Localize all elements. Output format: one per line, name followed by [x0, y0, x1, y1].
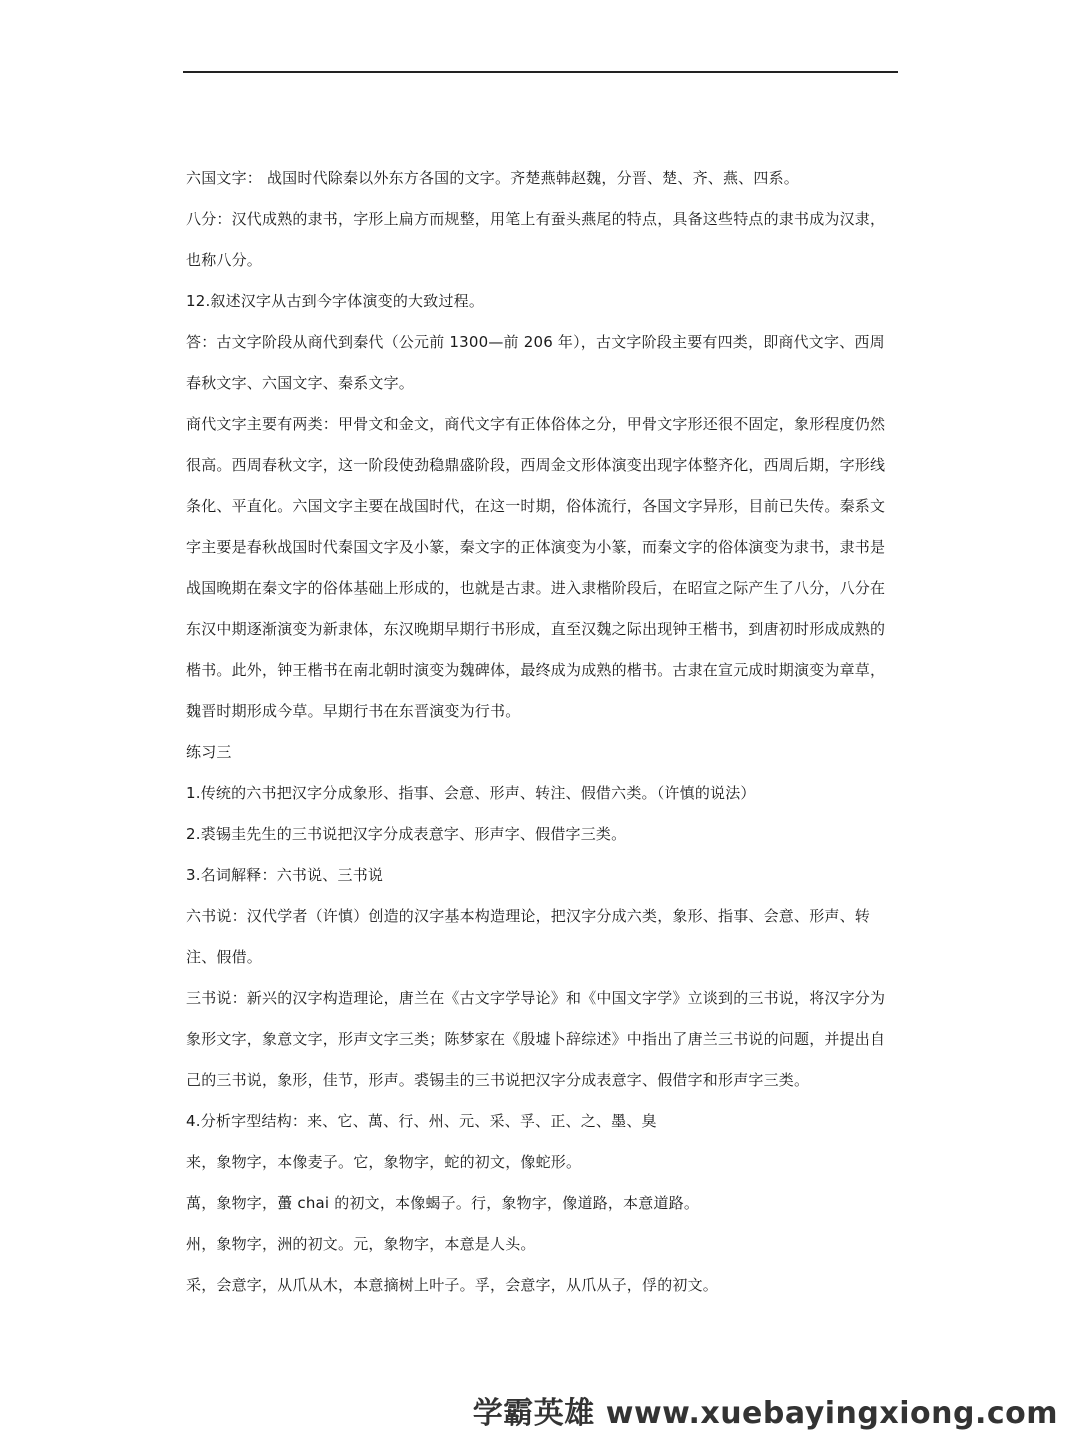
text-line: 条化、平直化。六国文字主要在战国时代，在这一时期，俗体流行，各国文字异形，目前已失传。秦系文	[186, 497, 886, 515]
text-line: 三书说：新兴的汉字构造理论，唐兰在《古文字学导论》和《中国文字学》立谈到的三书说，将汉字分为	[186, 989, 886, 1007]
text-line: 己的三书说，象形，佳节，形声。裘锡圭的三书说把汉字分成表意字、假借字和形声字三类。	[186, 1071, 810, 1089]
text-line: 答：古文字阶段从商代到秦代（公元前 1300—前 206 年），古文字阶段主要有四类，即商代文字、西周	[186, 333, 885, 351]
site-watermark: 学霸英雄 www.xuebayingxiong.com	[472, 1396, 1058, 1431]
text-line: 采，会意字，从爪从木，本意摘树上叶子。孚，会意字，从爪从子，俘的初文。	[186, 1276, 719, 1294]
text-line: 东汉中期逐渐演变为新隶体，东汉晚期早期行书形成，直至汉魏之际出现钟王楷书，到唐初时形成成熟的	[186, 620, 886, 638]
text-line: 萬，象物字，蠆 chai 的初文，本像蝎子。行，象物字，像道路，本意道路。	[186, 1194, 700, 1212]
text-line: 象形文字，象意文字，形声文字三类；陈梦家在《殷墟卜辞综述》中指出了唐兰三书说的问题，并提出自	[186, 1030, 886, 1048]
text-line: 1.传统的六书把汉字分成象形、指事、会意、形声、转注、假借六类。（许慎的说法）	[186, 784, 756, 802]
text-line: 六书说：汉代学者（许慎）创造的汉字基本构造理论，把汉字分成六类，象形、指事、会意、形声、转	[186, 907, 871, 925]
text-line: 也称八分。	[186, 251, 263, 269]
section-heading: 练习三	[186, 743, 232, 761]
text-line: 八分：汉代成熟的隶书，字形上扁方而规整，用笔上有蚕头燕尾的特点，具备这些特点的隶书成为汉隶，	[186, 210, 886, 228]
text-line: 六国文字： 战国时代除秦以外东方各国的文字。齐楚燕韩赵魏，分晋、楚、齐、燕、四系。	[186, 169, 799, 187]
text-line: 魏晋时期形成今草。早期行书在东晋演变为行书。	[186, 702, 521, 720]
question-heading: 12.叙述汉字从古到今字体演变的大致过程。	[186, 292, 485, 310]
text-line: 很高。西周春秋文字，这一阶段使劲稳鼎盛阶段，西周金文形体演变出现字体整齐化，西周后期，字形线	[186, 456, 886, 474]
text-line: 州，象物字，洲的初文。元，象物字，本意是人头。	[186, 1235, 536, 1253]
text-line: 战国晚期在秦文字的俗体基础上形成的，也就是古隶。进入隶楷阶段后，在昭宣之际产生了八分，八分在	[186, 579, 886, 597]
text-line: 楷书。此外，钟王楷书在南北朝时演变为魏碑体，最终成为成熟的楷书。古隶在宣元成时期演变为章草，	[186, 661, 886, 679]
text-line: 来，象物字，本像麦子。它，象物字，蛇的初文，像蛇形。	[186, 1153, 582, 1171]
text-line: 3.名词解释：六书说、三书说	[186, 866, 384, 884]
text-line: 商代文字主要有两类：甲骨文和金文，商代文字有正体俗体之分，甲骨文字形还很不固定，象形程度仍然	[186, 415, 886, 433]
text-line: 4.分析字型结构：来、它、萬、行、州、元、采、孚、正、之、墨、臭	[186, 1112, 657, 1130]
document-body	[186, 158, 898, 1306]
text-line: 春秋文字、六国文字、秦系文字。	[186, 374, 415, 392]
text-line: 注、假借。	[186, 948, 263, 966]
text-line: 2.裘锡圭先生的三书说把汉字分成表意字、形声字、假借字三类。	[186, 825, 627, 843]
text-line: 字主要是春秋战国时代秦国文字及小篆，秦文字的正体演变为小篆，而秦文字的俗体演变为隶书，隶书是	[186, 538, 886, 556]
header-rule	[183, 71, 898, 73]
